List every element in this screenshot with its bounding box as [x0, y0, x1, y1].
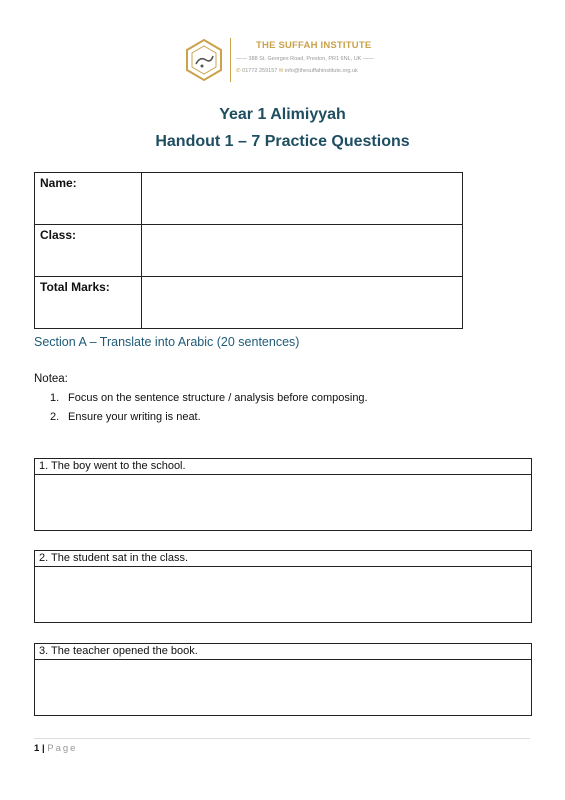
name-label: Name:: [35, 173, 142, 225]
note-item: [50, 408, 368, 427]
question-prompt: 2. The student sat in the class.: [35, 551, 531, 567]
total-marks-row: [35, 277, 463, 329]
question-box: [34, 550, 532, 623]
footer-divider: [34, 738, 530, 739]
question-prompt: 1. The boy went to the school.: [35, 459, 531, 475]
note-number: 2.: [50, 411, 60, 423]
institute-email: info@thesuffahinstitute.org.uk: [285, 68, 358, 74]
email-icon: ✉: [278, 68, 284, 74]
section-heading: Section A – Translate into Arabic (20 sentences): [34, 335, 300, 349]
total-marks-label: Total Marks:: [35, 277, 142, 329]
institute-logo: [184, 38, 224, 82]
header-divider: [230, 38, 231, 82]
note-text: Ensure your writing is neat.: [68, 411, 201, 423]
page-label: Page: [47, 743, 78, 754]
name-field[interactable]: [142, 173, 463, 225]
class-label: Class:: [35, 225, 142, 277]
footer-separator: |: [41, 743, 45, 754]
name-row: [35, 173, 463, 225]
total-marks-field[interactable]: [142, 277, 463, 329]
institute-name: THE SUFFAH INSTITUTE: [256, 40, 372, 51]
notes-title: Notea:: [34, 373, 68, 385]
answer-area[interactable]: [35, 660, 531, 715]
institute-address: —— 388 St. Georges Road, Preston, PR1 6NL, UK ——: [236, 56, 374, 62]
question-box: [34, 643, 532, 716]
page-subtitle: Handout 1 – 7 Practice Questions: [155, 133, 410, 150]
class-row: [35, 225, 463, 277]
institute-phone: 01772 259157: [242, 68, 278, 74]
question-box: [34, 458, 532, 531]
note-item: [50, 389, 368, 408]
page-title: Year 1 Alimiyyah: [219, 106, 346, 123]
answer-area[interactable]: [35, 567, 531, 622]
institute-contact: [236, 68, 358, 74]
notes-list: [50, 389, 368, 427]
question-prompt: 3. The teacher opened the book.: [35, 644, 531, 660]
institute-header: [184, 36, 404, 84]
note-text: Focus on the sentence structure / analysis before composing.: [68, 392, 368, 404]
student-info-table: [34, 172, 463, 329]
note-number: 1.: [50, 392, 60, 404]
phone-icon: ✆: [236, 68, 241, 74]
answer-area[interactable]: [35, 475, 531, 530]
page-number: 1: [34, 743, 40, 754]
class-field[interactable]: [142, 225, 463, 277]
page-footer: [34, 743, 77, 754]
